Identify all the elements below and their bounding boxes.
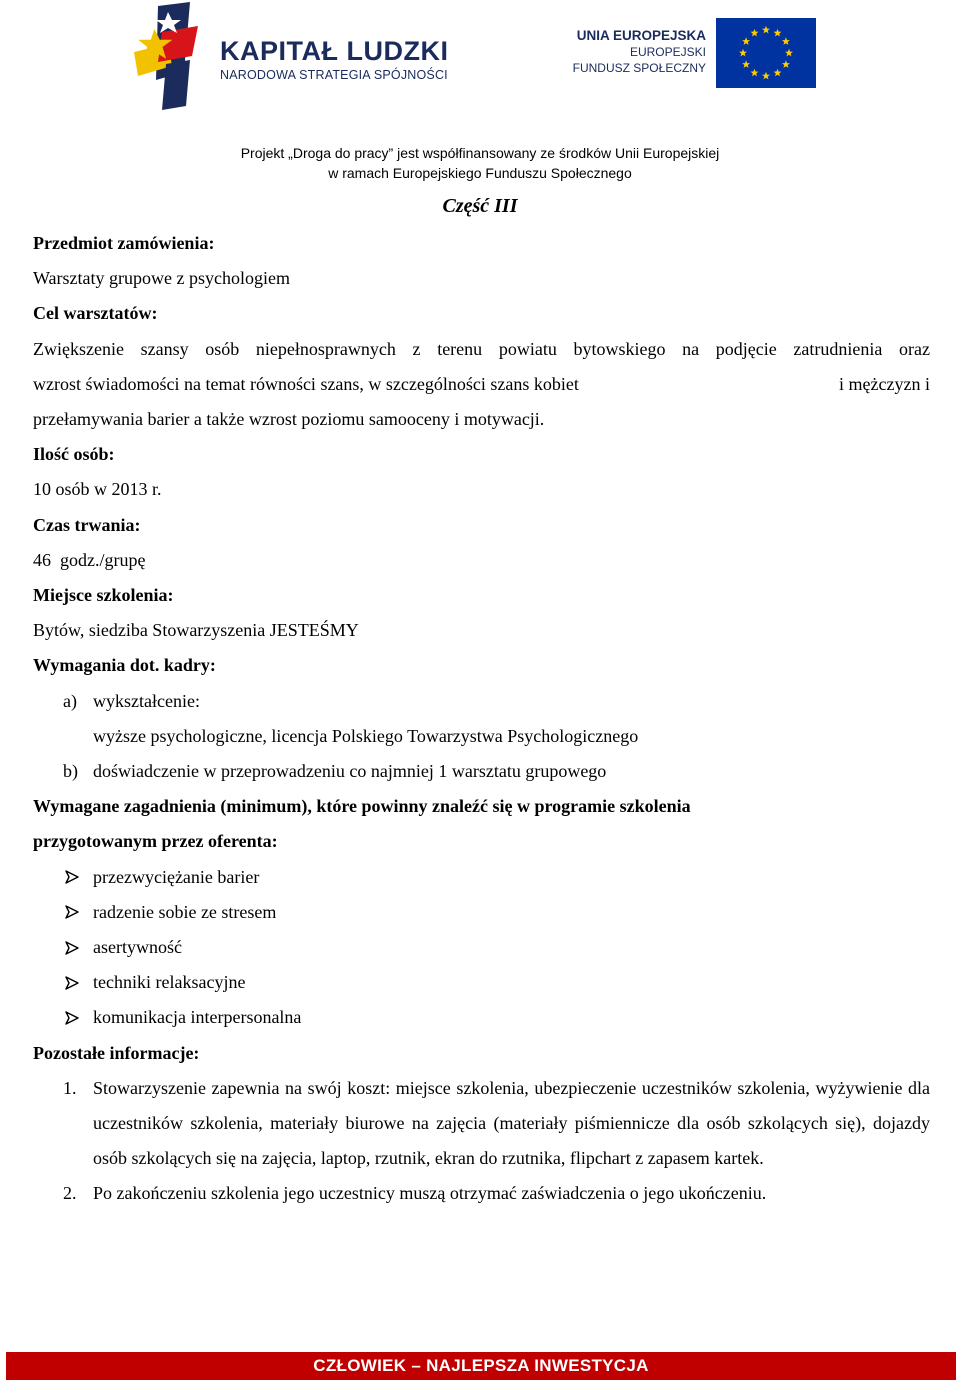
kapital-ludzki-subtitle: NARODOWA STRATEGIA SPÓJNOŚCI — [220, 68, 448, 82]
arrow-bullet-icon — [65, 941, 93, 955]
topic-item-text: asertywność — [93, 937, 182, 958]
eu-logo — [560, 18, 820, 90]
count-heading: Ilość osób: — [33, 444, 115, 465]
part-title: Część III — [442, 195, 518, 217]
other-item-text: Po zakończeniu szkolenia jego uczestnicy muszą otrzymać zaświadczenia o jego ukończeniu. — [93, 1183, 767, 1204]
topic-item — [33, 930, 930, 965]
topic-item — [33, 860, 930, 895]
project-note-line1 — [0, 145, 960, 161]
other-item — [33, 1176, 930, 1211]
topics-list — [33, 860, 930, 1036]
topics-heading-line2: przygotowanym przez oferenta: — [33, 831, 278, 852]
subject-text: Warsztaty grupowe z psychologiem — [33, 268, 290, 289]
topic-item-text: przezwyciężanie barier — [93, 866, 260, 887]
goal-line3: przełamywania barier a także wzrost poziomu samooceny i motywacji. — [33, 409, 545, 430]
topic-item-text: komunikacja interpersonalna — [93, 1007, 302, 1028]
staff-item-b-label: doświadczenie w przeprowadzeniu co najmniej 1 warsztatu grupowego — [93, 761, 607, 782]
count-text: 10 osób w 2013 r. — [33, 479, 162, 500]
goal-line2-right: i mężczyzn i — [839, 373, 930, 394]
eu-flag-icon — [716, 18, 816, 88]
other-item-text: Stowarzyszenie zapewnia na swój koszt: miejsce szkolenia, ubezpieczenie uczestników szkolenia, wyżywienie dla uczestników szkolenia, materiały biurowe na zajęcia (materiały piśmiennicze dla osób szkolących się), dojazdy osób szkolących się na zajęcia, laptop, rzutnik, ekran do rzutnika, flipchart z zapasem kartek. — [93, 1077, 930, 1169]
project-note-line2 — [0, 165, 960, 181]
topic-item — [33, 1000, 930, 1035]
duration-text: 46 godz./grupę — [33, 549, 146, 570]
footer-slogan: CZŁOWIEK – NAJLEPSZA INWESTYCJA — [313, 1356, 649, 1375]
footer-slogan-bar — [6, 1352, 956, 1380]
staff-item-b — [33, 754, 930, 789]
staff-item-a-label: wykształcenie: — [93, 690, 200, 711]
duration-heading: Czas trwania: — [33, 514, 141, 535]
arrow-bullet-icon — [65, 976, 93, 990]
eu-logo-text — [560, 28, 706, 76]
staff-item-b-marker: b) — [63, 761, 78, 782]
other-item-marker: 2. — [63, 1183, 77, 1204]
other-heading: Pozostałe informacje: — [33, 1042, 200, 1063]
staff-item-a-marker: a) — [63, 690, 77, 711]
other-item-marker: 1. — [63, 1077, 77, 1098]
topic-item-text: radzenie sobie ze stresem — [93, 901, 277, 922]
staff-heading: Wymagania dot. kadry: — [33, 655, 216, 676]
eu-logo-line1: UNIA EUROPEJSKA — [576, 28, 706, 43]
kapital-ludzki-title: KAPITAŁ LUDZKI — [220, 36, 449, 66]
other-item — [33, 1071, 930, 1177]
kapital-ludzki-logo — [128, 2, 468, 110]
staff-item-a-detail: wyższe psychologiczne, licencja Polskiego Towarzystwa Psychologicznego — [93, 725, 639, 746]
staff-item-a — [33, 684, 930, 719]
place-text: Bytów, siedziba Stowarzyszenia JESTEŚMY — [33, 620, 359, 641]
topic-item-text: techniki relaksacyjne — [93, 972, 246, 993]
topics-heading-line1: Wymagane zagadnienia (minimum), które powinny znaleźć się w programie szkolenia — [33, 796, 691, 817]
arrow-bullet-icon — [65, 870, 93, 884]
topic-item — [33, 965, 930, 1000]
arrow-bullet-icon — [65, 1011, 93, 1025]
kapital-ludzki-emblem-icon — [128, 2, 218, 110]
goal-line2-left: wzrost świadomości na temat równości szans, w szczególności szans kobiet — [33, 373, 579, 394]
goal-line2 — [33, 367, 930, 402]
goal-line1: Zwiększenie szansy osób niepełnosprawnych z terenu powiatu bytowskiego na podjęcie zatrudnienia oraz — [33, 338, 930, 359]
goal-heading: Cel warsztatów: — [33, 303, 158, 324]
topic-item — [33, 895, 930, 930]
document-body — [33, 226, 930, 1212]
eu-logo-line2: EUROPEJSKI — [629, 45, 706, 59]
arrow-bullet-icon — [65, 905, 93, 919]
subject-heading: Przedmiot zamówienia: — [33, 233, 215, 253]
project-note-text2: w ramach Europejskiego Funduszu Społecznego — [328, 165, 632, 181]
project-note-text1: Projekt „Droga do pracy” jest współfinansowany ze środków Unii Europejskiej — [240, 145, 720, 161]
eu-logo-line3: FUNDUSZ SPOŁECZNY — [572, 61, 706, 75]
place-heading: Miejsce szkolenia: — [33, 585, 174, 606]
